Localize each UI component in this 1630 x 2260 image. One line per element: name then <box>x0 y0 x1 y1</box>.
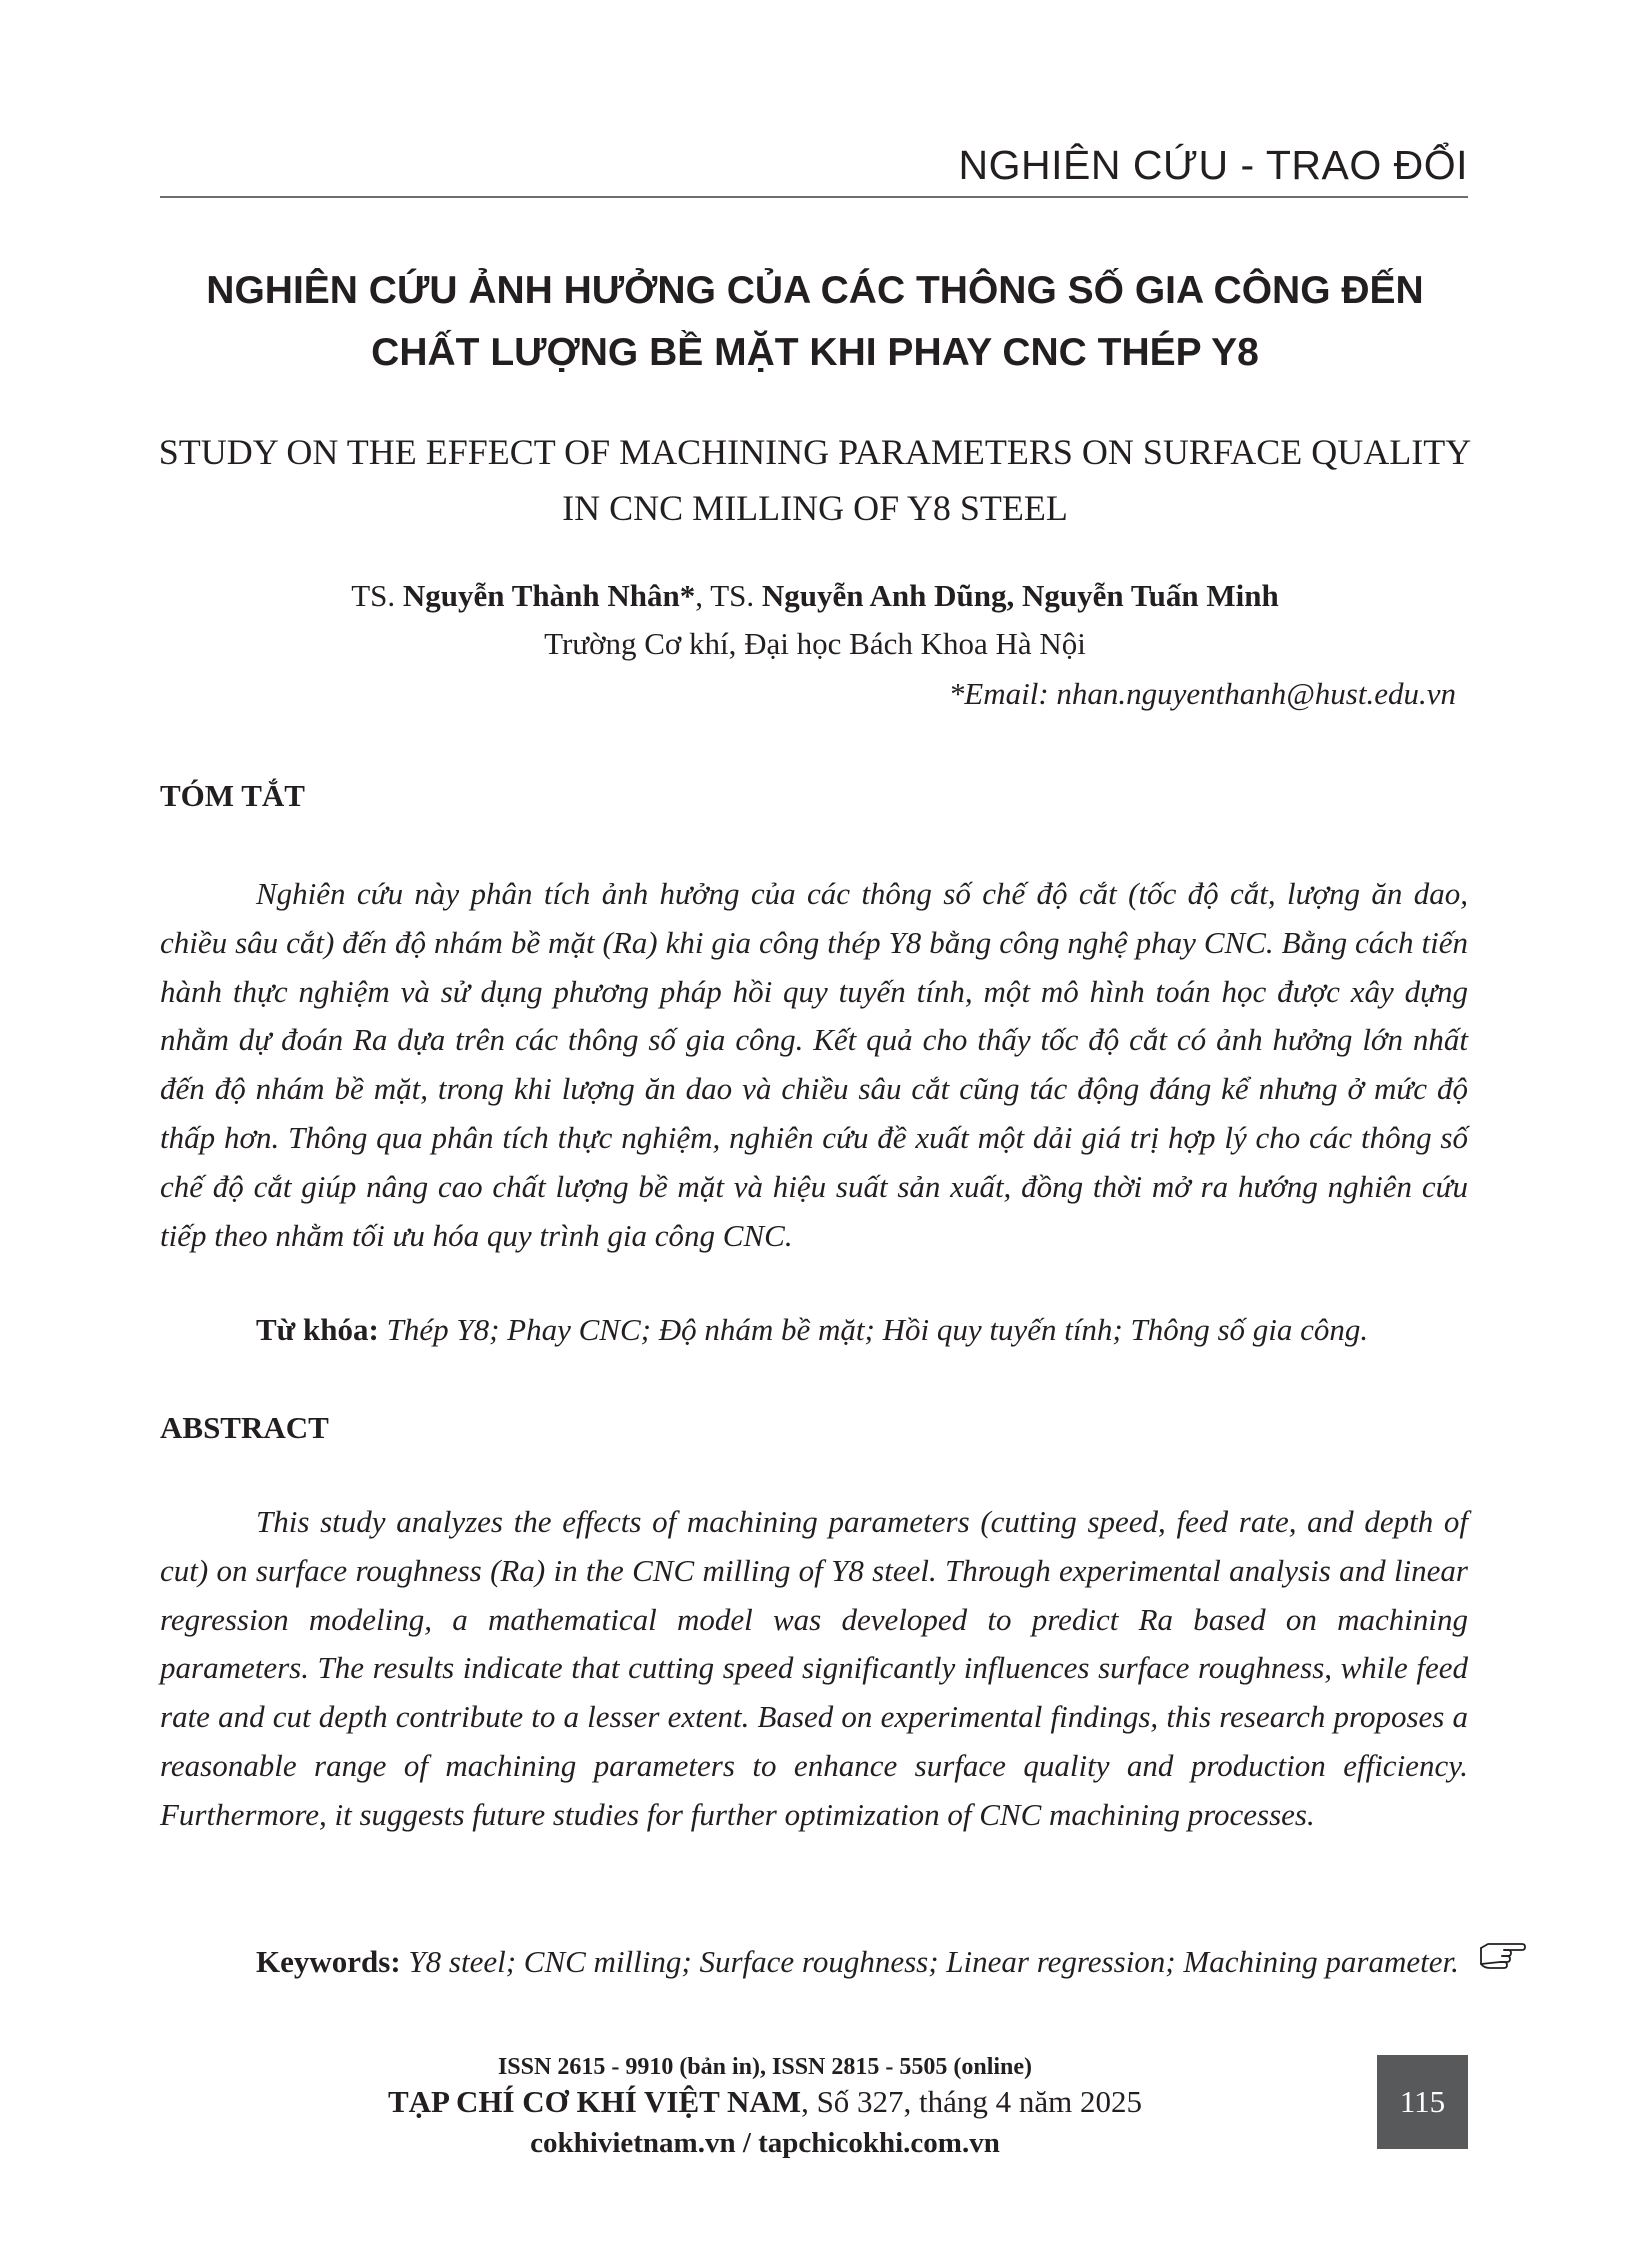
journal-issue: , Số 327, tháng 4 năm 2025 <box>801 2084 1143 2119</box>
footer-journal <box>160 2084 1370 2120</box>
tom-tat-keywords <box>256 1312 1368 1348</box>
tom-tat-keywords-label: Từ khóa: <box>256 1312 379 1347</box>
journal-name: TẠP CHÍ CƠ KHÍ VIỆT NAM <box>387 2084 802 2119</box>
title-vietnamese-line-1: NGHIÊN CỨU ẢNH HƯỞNG CỦA CÁC THÔNG SỐ GIA CÔNG ĐẾN <box>206 269 1424 312</box>
corresponding-email: *Email: nhan.nguyenthanh@hust.edu.vn <box>948 676 1456 711</box>
abstract-keywords-list: Y8 steel; CNC milling; Surface roughness; Linear regression; Machining parameter. <box>400 1944 1459 1979</box>
footer-website: cokhivietnam.vn / tapchicokhi.com.vn <box>530 2127 1000 2159</box>
authors <box>160 578 1470 614</box>
affiliation: Trường Cơ khí, Đại học Bách Khoa Hà Nội <box>544 626 1086 661</box>
footer-issn: ISSN 2615 - 9910 (bản in), ISSN 2815 - 5505 (online) <box>497 2054 1033 2080</box>
header-rule <box>160 196 1468 198</box>
abstract-keywords-label: Keywords: <box>256 1944 401 1979</box>
abstract-text: This study analyzes the effects of machining parameters (cutting speed, feed rate, and depth of cut) on surface roughness (Ra) in the CNC milling of Y8 steel. Through experimental analysis and linear regression modeling, a mathematical model was developed to predict Ra based on machining parameters. The results indicate that cutting speed significantly influences surface roughness, while feed rate and cut depth contribute to a lesser extent. Based on experimental findings, this research proposes a reasonable range of machining parameters to enhance surface quality and production efficiency. Furthermore, it suggests future studies for further optimization of CNC machining processes. <box>160 1504 1468 1832</box>
title-vietnamese-line-2: CHẤT LƯỢNG BỀ MẶT KHI PHAY CNC THÉP Y8 <box>371 331 1259 374</box>
abstract-keywords <box>256 1944 1459 1980</box>
author-prefix-2: , TS. <box>695 578 762 613</box>
title-english-line-1: STUDY ON THE EFFECT OF MACHINING PARAMETERS ON SURFACE QUALITY <box>158 432 1472 472</box>
abstract-heading: ABSTRACT <box>160 1410 329 1445</box>
author-prefix-1: TS. <box>351 578 403 613</box>
title-vietnamese <box>120 260 1510 384</box>
title-english-line-2: IN CNC MILLING OF Y8 STEEL <box>562 488 1068 528</box>
author-name-1: Nguyễn Thành Nhân* <box>402 578 696 613</box>
pointing-hand-icon <box>1478 1938 1526 1974</box>
tom-tat-text: Nghiên cứu này phân tích ảnh hưởng của các thông số chế độ cắt (tốc độ cắt, lượng ăn dao, chiều sâu cắt) đến độ nhám bề mặt (Ra) khi gia công thép Y8 bằng công nghệ phay CNC. Bằng cách tiến hành thực nghiệm và sử dụng phương pháp hồi quy tuyến tính, một mô hình toán học được xây dựng nhằm dự đoán Ra dựa trên các thông số gia công. Kết quả cho thấy tốc độ cắt có ảnh hưởng lớn nhất đến độ nhám bề mặt, trong khi lượng ăn dao và chiều sâu cắt cũng tác động đáng kể nhưng ở mức độ thấp hơn. Thông qua phân tích thực nghiệm, nghiên cứu đề xuất một dải giá trị hợp lý cho các thông số chế độ cắt giúp nâng cao chất lượng bề mặt và hiệu suất sản xuất, đồng thời mở ra hướng nghiên cứu tiếp theo nhằm tối ưu hóa quy trình gia công CNC. <box>160 876 1468 1253</box>
page-number: 115 <box>1377 2055 1468 2149</box>
tom-tat-keywords-list: Thép Y8; Phay CNC; Độ nhám bề mặt; Hồi quy tuyến tính; Thông số gia công. <box>378 1312 1369 1347</box>
title-english <box>120 424 1510 536</box>
author-name-2: Nguyễn Anh Dũng, Nguyễn Tuấn Minh <box>761 578 1279 613</box>
tom-tat-heading: TÓM TẮT <box>160 778 305 813</box>
section-header: NGHIÊN CỨU - TRAO ĐỔI <box>958 142 1468 188</box>
